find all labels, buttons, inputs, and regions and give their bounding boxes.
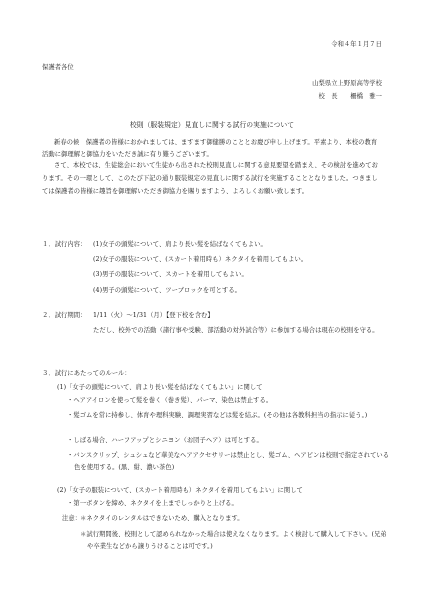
section1-item-2: (2)女子の服装について、(スカート着用時も）ネクタイを着用してもよい。 (93, 256, 308, 263)
document-title: 校則（服装規定）見直しに関する試行の実施について (129, 121, 295, 129)
section2-heading: ２．試行期間： (42, 312, 87, 319)
purpose-paragraph: さて、本校では、生徒総会において生徒から出された校則見直しに関する意見要望を踏まえ、その検討を進めております。その一環として、このたび下記の通り服装規定の見直しに関する試行を実施することとなりました。つきましては保護者の皆様に趣旨を御理解いただき御協力を賜りますよう、よろしくお願い致します。 (42, 162, 378, 195)
issue-date: 令和４年１月７日 (331, 41, 382, 48)
section1-item-3: (3)男子の服装について、スカートを着用してもよい。 (93, 271, 248, 278)
rule2-bullet: ・第一ボタンを締め、ネクタイを上までしっかりと上げる。 (67, 500, 238, 507)
caution-2: ＊試行期間後、校則として認められなかった場合は使えなくなります。よく検討して購入して下さい。(兄弟や卒業生などから譲りうけることは可です。) (80, 531, 387, 550)
rule1-bullet-2: ・髪ゴムを常に持参し、体育や理科実験、調理実習などは髪を結ぶ。(その他は各教科担当の指示に従う。) (67, 412, 368, 419)
section1-heading: １．試行内容： (42, 241, 87, 248)
greeting-paragraph: 新春の候 保護者の皆様におかれましては、ますます御健勝のこととお慶び申し上げます。平素より、本校の教育活動に御理解と御協力をいただき誠に有り難うございます。 (42, 139, 378, 158)
caution-label: 注意： (62, 515, 82, 522)
rule1-bullet-1: ・ヘアアイロンを使って髪を巻く（巻き髪）、パーマ、染色は禁止する。 (67, 397, 273, 404)
rule2-title: (2)「女子の服装について、(スカート着用時も）ネクタイを着用してもよい」に関して (57, 487, 303, 494)
trial-period-note: ただし、校外での活動（諸行事や受験、部活動の対外試合等）に参加する場合は現在の校則を守る。 (93, 327, 379, 334)
section3-heading: ３．試行にあたってのルール： (42, 370, 131, 377)
rule1-bullet-4: ・バンスクリップ、シュシュなど華美なヘアアクセサリーは禁止とし、髪ゴム、ヘアピンは校則で指定されている色を使用する。(黒、紺、濃い茶色) (67, 452, 390, 471)
principal-signature: 校 長 柵橋 雅一 (318, 93, 382, 100)
recipient: 保護者各位 (42, 64, 74, 71)
rule1-title: (1)「女子の頭髪について、肩より長い髪を結ばなくてもよい」に関して (57, 384, 263, 391)
section1-item-1: (1)女子の頭髪について、肩より長い髪を結ばなくてもよい。 (93, 241, 267, 248)
trial-period: 1/11（火）～1/31（月）【登下校を含む】 (93, 312, 214, 319)
rule1-bullet-3: ・しばる場合、ハーフアップとシニヨン（お団子ヘア）は可とする。 (67, 437, 263, 444)
school-name: 山梨県立上野原高等学校 (312, 80, 382, 87)
caution-1: ＊ネクタイのレンタルはできないため、購入となります。 (80, 515, 244, 522)
section1-item-4: (4)男子の頭髪について、ツーブロックを可とする。 (93, 287, 242, 294)
